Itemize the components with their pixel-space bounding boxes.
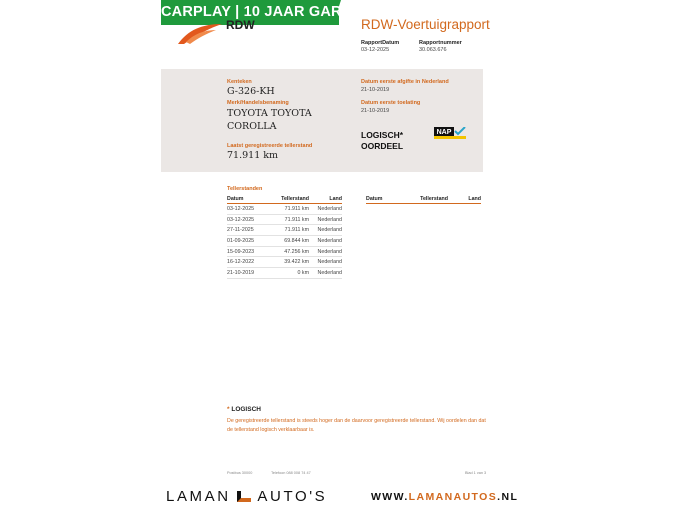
- cell-datum: 03-12-2025: [227, 204, 273, 215]
- rapport-nummer: 30.063.676: [419, 47, 447, 53]
- kenteken-value: G-326-KH: [227, 86, 275, 97]
- rdw-logo-text: RDW: [226, 18, 255, 32]
- brand-name-right: AUTO'S: [257, 488, 328, 505]
- cell-tellerstand: 71.911 km: [273, 225, 309, 236]
- col-datum: Datum: [227, 195, 273, 204]
- note-title-text: LOGISCH: [231, 406, 261, 413]
- col-tellerstand: Tellerstand: [412, 195, 448, 204]
- cell-tellerstand: 39.422 km: [273, 257, 309, 268]
- nap-check-icon: [434, 127, 466, 139]
- tellerstanden-table-right: [366, 195, 481, 204]
- cell-tellerstand: 69.844 km: [273, 236, 309, 247]
- cell-tellerstand: 71.911 km: [273, 204, 309, 215]
- cell-land: Nederland: [309, 204, 342, 215]
- laman-autos-logo: [166, 488, 327, 505]
- cell-datum: 15-09-2023: [227, 246, 273, 257]
- table-row: [227, 236, 342, 247]
- eerste-afgifte-label: Datum eerste afgifte in Nederland: [361, 79, 449, 85]
- tellerstanden-table-left: [227, 195, 342, 279]
- cell-tellerstand: 0 km: [273, 268, 309, 279]
- rapport-nummer-label: Rapportnummer: [419, 40, 462, 46]
- table-row: [227, 268, 342, 279]
- cell-land: Nederland: [309, 236, 342, 247]
- oordeel-line1: LOGISCH*: [361, 130, 404, 140]
- cell-land: Nederland: [309, 268, 342, 279]
- table-row: [227, 214, 342, 225]
- oordeel-line2: OORDEEL: [361, 141, 404, 151]
- merk-line1: TOYOTA TOYOTA: [227, 108, 312, 119]
- rapport-datum-label: RapportDatum: [361, 40, 400, 46]
- col-datum: Datum: [366, 195, 412, 204]
- cell-datum: 03-12-2025: [227, 214, 273, 225]
- merk-label: Merk/Handelsbenaming: [227, 100, 289, 106]
- merk-line2: COROLLA: [227, 121, 277, 132]
- cell-datum: 27-11-2025: [227, 225, 273, 236]
- cell-tellerstand: 47.256 km: [273, 246, 309, 257]
- eerste-toelating-value: 21-10-2019: [361, 108, 390, 114]
- carplay-banner: CARPLAY | 10 JAAR GARANTIE: [161, 0, 339, 25]
- brand-name-left: LAMAN: [166, 488, 231, 505]
- tellerstand-label: Laatst geregistreerde tellerstand: [227, 143, 313, 149]
- eerste-afgifte-value: 21-10-2019: [361, 87, 390, 93]
- col-tellerstand: Tellerstand: [273, 195, 309, 204]
- cell-land: Nederland: [309, 214, 342, 225]
- logisch-note-title: [227, 406, 261, 413]
- cell-datum: 01-09-2025: [227, 236, 273, 247]
- footer-blad: Blad 1 van 3: [465, 471, 487, 475]
- footer-postbus: Postbus 30000: [227, 471, 253, 475]
- rdw-logo-icon: [176, 18, 224, 48]
- tellerstanden-title: Tellerstanden: [227, 186, 263, 192]
- table-row: [227, 225, 342, 236]
- cell-tellerstand: 71.911 km: [273, 214, 309, 225]
- url-accent: LAMANAUTOS: [408, 491, 498, 503]
- note-star: *: [227, 406, 230, 413]
- rapport-datum: 03-12-2025: [361, 47, 390, 53]
- url-suffix: .NL: [497, 491, 519, 503]
- cell-datum: 21-10-2019: [227, 268, 273, 279]
- kenteken-label: Kenteken: [227, 79, 252, 85]
- table-row: [227, 257, 342, 268]
- tellerstand-value: 71.911 km: [227, 150, 279, 161]
- table-row: [227, 204, 342, 215]
- eerste-toelating-label: Datum eerste toelating: [361, 100, 421, 106]
- table-row: [227, 246, 342, 257]
- col-land: Land: [309, 195, 342, 204]
- report-title: RDW-Voertuigrapport: [361, 17, 490, 32]
- cell-land: Nederland: [309, 225, 342, 236]
- cell-land: Nederland: [309, 246, 342, 257]
- nap-logo-text: NAP: [436, 129, 452, 136]
- cell-land: Nederland: [309, 257, 342, 268]
- url-prefix: WWW.: [371, 491, 409, 503]
- logisch-note-text: De geregistreerde tellerstand is steeds hoger dan de daarvoor geregistreerde tellerstand. Wij oordelen dan dat de tellerstand logisch verklaarbaar is.: [227, 418, 486, 433]
- cell-datum: 16-12-2022: [227, 257, 273, 268]
- website-url[interactable]: [371, 491, 518, 503]
- brand-mark-icon: [237, 491, 251, 502]
- col-land: Land: [448, 195, 481, 204]
- footer-telefoon: Telefoon 088 008 74 47: [271, 471, 311, 475]
